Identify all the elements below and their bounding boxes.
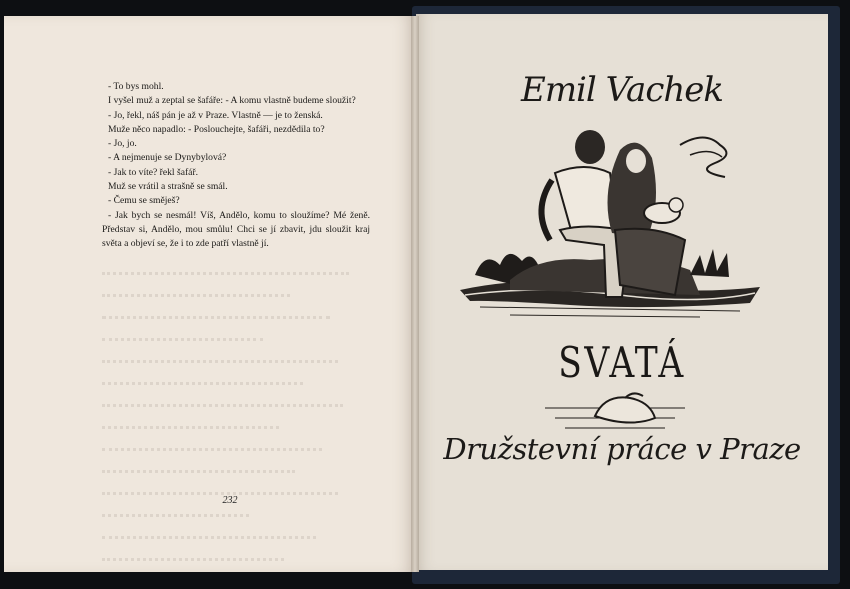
- text-line: - Jak to víte? řekl šafář.: [108, 166, 199, 178]
- frontispiece-illustration-icon: [450, 125, 770, 330]
- text-line: - Jo, řekl, náš pán je až v Praze. Vlastně — je to ženská.: [108, 109, 323, 121]
- bundle-vignette-icon: [540, 388, 690, 436]
- text-line: - Jak bych se nesmál! Víš, Andělo, komu to sloužíme? Mé ženě. Představ si, Andělo, mou smůlu! Chci se jí zbavit, jdu sloužit kraj světa a objeví se, že i to zde patří vlastně jí.: [102, 209, 370, 250]
- author-name: Emil Vachek: [521, 70, 723, 110]
- page-number: 232: [222, 495, 238, 506]
- text-line: I vyšel muž a zeptal se šafáře: - A komu vlastně budeme sloužit?: [108, 95, 356, 107]
- text-line: - A nejmenuje se Dynybylová?: [108, 152, 227, 164]
- show-through-text: [102, 266, 370, 574]
- text-line: - Čemu se směješ?: [108, 195, 180, 207]
- text-line: - Jo, jo.: [108, 138, 137, 150]
- text-line: Muž se vrátil a strašně se smál.: [108, 181, 228, 193]
- book-title: SVATÁ: [558, 338, 686, 387]
- left-page: [4, 16, 416, 572]
- text-line: Muže něco napadlo: - Poslouchejte, šafáři, nezdědila to?: [108, 123, 325, 135]
- publisher-name: Družstevní práce v Praze: [443, 432, 801, 466]
- text-line: - To bys mohl.: [108, 81, 164, 92]
- body-text: [102, 80, 370, 252]
